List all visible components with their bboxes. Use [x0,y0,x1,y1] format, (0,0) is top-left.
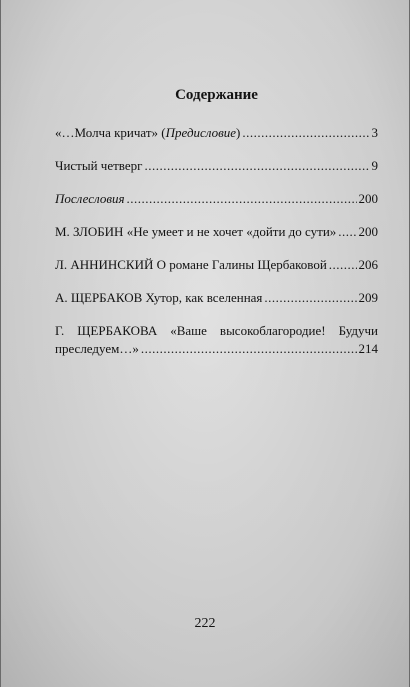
toc-entry-anninsky [55,256,378,274]
toc-entry-shcherbakov [55,289,378,307]
toc-entry-text: М. ЗЛОБИН «Не умеет и не хочет «дойти до сути» [55,224,337,239]
toc-entry-text-line1: Г. ЩЕРБАКОВА «Ваше высокоблагородие! Будучи [55,323,378,338]
toc-entry-zlobin [55,223,378,241]
toc-page-number: 9 [371,158,378,173]
toc-entry-text-line2: преследуем…» [55,341,139,356]
toc-entry-text: Чистый четверг [55,158,143,173]
toc-entry-shcherbakova [55,322,378,358]
toc-page-number: 206 [358,257,378,272]
toc-entry-text: А. ЩЕРБАКОВ Хутор, как вселенная [55,290,263,305]
dot-leader [127,190,357,208]
page-number: 222 [194,616,216,631]
dot-leader [144,157,369,175]
toc-entry-text: Л. АННИНСКИЙ О романе Галины Щербаковой [55,257,327,272]
table-of-contents [55,86,378,373]
toc-page-number: 214 [358,341,378,356]
dot-leader [338,223,356,241]
toc-title: Содержание [175,87,258,103]
toc-page-number: 200 [358,224,378,239]
toc-entry-text: Послесловия [55,191,125,206]
dot-leader [242,124,369,142]
toc-page-number: 200 [358,191,378,206]
dot-leader [264,289,356,307]
toc-entry-afterwords [55,190,378,208]
dot-leader [329,256,357,274]
toc-entry-preface [55,124,378,142]
toc-page-number: 3 [371,125,378,140]
toc-page-number: 209 [358,290,378,305]
toc-entry-clean-thursday [55,157,378,175]
dot-leader [141,340,357,358]
toc-entry-text: «…Молча кричат» (Предисловие) [55,125,241,140]
